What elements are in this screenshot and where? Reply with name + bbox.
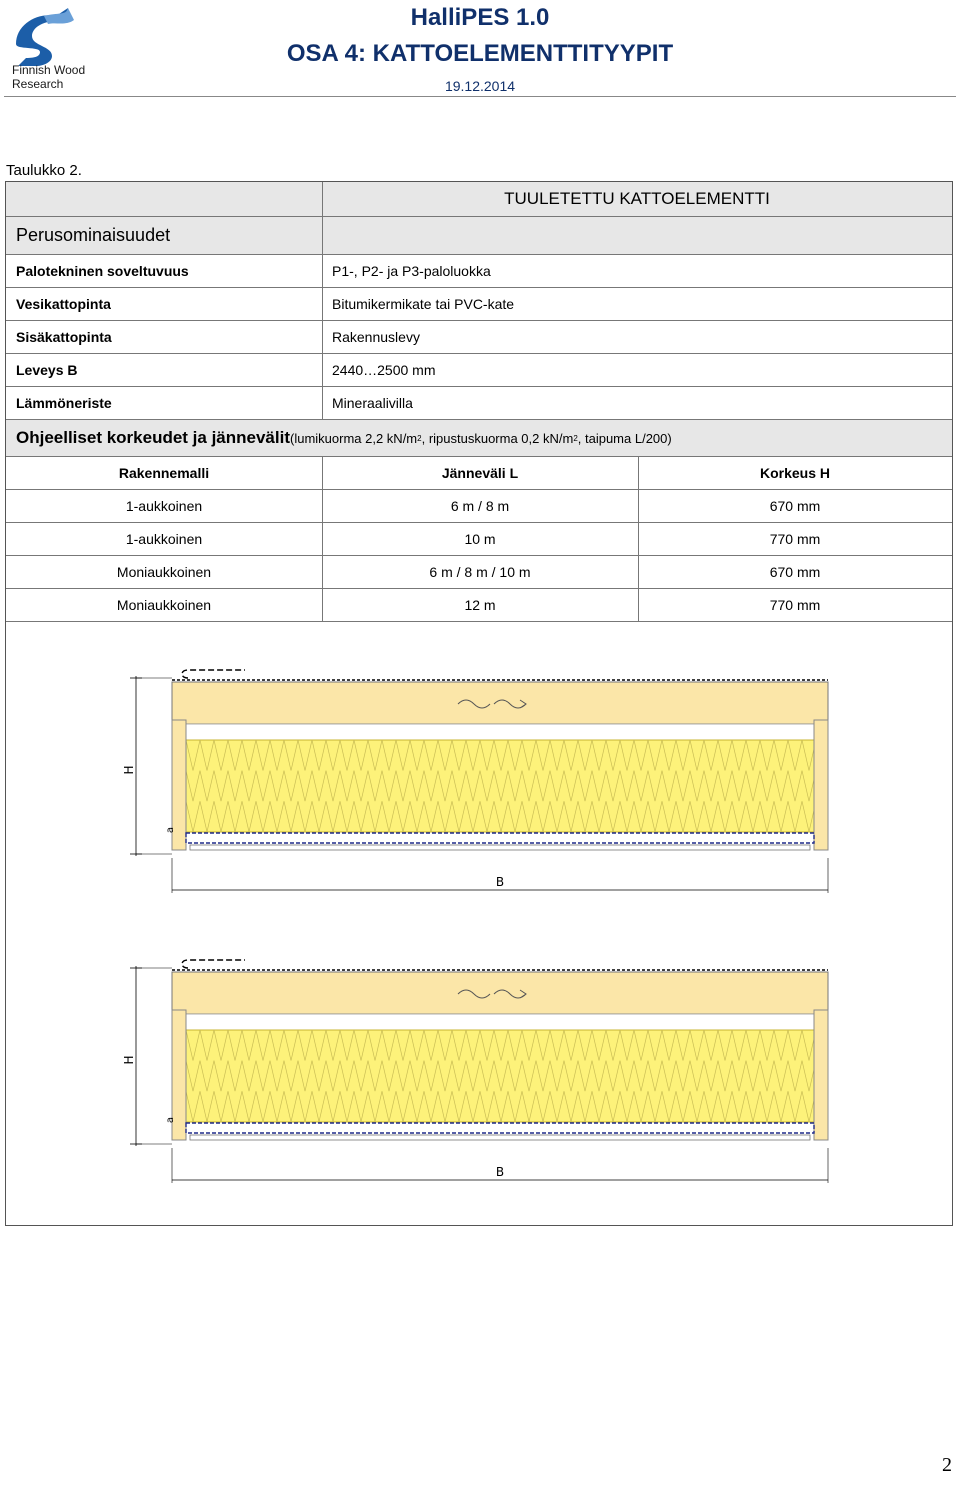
heights-conditions-sup2: 2 xyxy=(573,433,578,443)
dimension-label-a: a xyxy=(165,826,176,834)
heights-heading-cell xyxy=(16,420,672,456)
vapour-barrier xyxy=(186,833,814,843)
column-header: Rakennemalli xyxy=(118,465,210,481)
heights-conditions-part3: , taipuma L/200) xyxy=(577,430,672,446)
property-label: Leveys B xyxy=(16,362,78,378)
property-label: Lämmöneriste xyxy=(16,395,112,411)
heights-heading-row xyxy=(6,420,952,457)
table-cell: 670 mm xyxy=(769,498,821,514)
right-side-web xyxy=(814,720,828,850)
table-cell: 1-aukkoinen xyxy=(125,498,203,514)
table-row xyxy=(6,490,952,523)
property-value: Mineraalivilla xyxy=(332,395,413,411)
dimension-label-a: a xyxy=(165,1116,176,1124)
property-value: Rakennuslevy xyxy=(332,329,420,345)
heights-heading: Ohjeelliset korkeudet ja jännevälit xyxy=(16,428,290,447)
element-title: TUULETETTU KATTOELEMENTTI xyxy=(504,189,770,208)
property-label: Vesikattopinta xyxy=(16,296,111,312)
roof-membrane-lap xyxy=(182,670,245,678)
property-row xyxy=(6,387,952,420)
table-cell: 770 mm xyxy=(769,597,821,613)
column-header: Jänneväli L xyxy=(441,465,519,481)
property-label: Sisäkattopinta xyxy=(16,329,112,345)
table-cell: Moniaukkoinen xyxy=(116,597,212,613)
property-value: Bitumikermikate tai PVC-kate xyxy=(332,296,515,312)
ceiling-board xyxy=(190,845,810,850)
ceiling-board xyxy=(190,1135,810,1140)
roof-element-section-multi-span xyxy=(110,948,840,1183)
document-date: 19.12.2014 xyxy=(444,78,516,94)
dimension-label-b: B xyxy=(495,875,505,889)
basic-properties-heading: Perusominaisuudet xyxy=(16,225,171,245)
table-cell: 770 mm xyxy=(769,531,821,547)
title-blank-cell xyxy=(6,182,322,216)
vapour-barrier xyxy=(186,1123,814,1133)
table-row xyxy=(6,556,952,589)
top-deck-board xyxy=(172,972,828,1014)
logo-text-line1: Finnish Wood xyxy=(12,63,86,77)
column-header: Korkeus H xyxy=(759,465,831,481)
document-subtitle: OSA 4: KATTOELEMENTTITYYPIT xyxy=(286,40,674,67)
property-row xyxy=(6,255,952,288)
top-deck-board xyxy=(172,682,828,724)
table-cell: 6 m / 8 m / 10 m xyxy=(429,564,531,580)
element-title-row xyxy=(6,182,952,217)
property-row xyxy=(6,321,952,354)
property-value: P1-, P2- ja P3-paloluokka xyxy=(332,263,491,279)
property-value: 2440…2500 mm xyxy=(332,362,436,378)
roof-membrane-lap xyxy=(182,960,245,968)
table-cell: 1-aukkoinen xyxy=(125,531,203,547)
property-row xyxy=(6,354,952,387)
page-number: 2 xyxy=(942,1454,952,1476)
dimension-label-h: H xyxy=(122,765,136,775)
logo-text-line2: Research xyxy=(12,77,64,91)
ventilation-gap xyxy=(186,1014,814,1030)
table-row xyxy=(6,523,952,556)
ventilation-gap xyxy=(186,724,814,740)
table-header-row xyxy=(6,457,952,490)
table-cell: 6 m / 8 m xyxy=(450,498,510,514)
heights-conditions-part1: (lumikuorma 2,2 kN/m xyxy=(290,430,418,446)
table-cell: 12 m xyxy=(464,597,496,613)
dimension-label-b: B xyxy=(495,1165,505,1179)
table-cell: Moniaukkoinen xyxy=(116,564,212,580)
roof-element-section-single-span xyxy=(110,658,840,893)
heights-conditions-part2: , ripustuskuorma 0,2 kN/m xyxy=(421,430,574,446)
heights-conditions-sup1: 2 xyxy=(417,433,422,443)
right-side-web xyxy=(814,1010,828,1140)
table-caption: Taulukko 2. xyxy=(6,162,82,179)
property-row xyxy=(6,288,952,321)
table-cell: 670 mm xyxy=(769,564,821,580)
property-label: Palotekninen soveltuvuus xyxy=(16,263,189,279)
basic-properties-heading-row xyxy=(6,217,952,255)
dimension-label-h: H xyxy=(122,1055,136,1065)
document-title: HalliPES 1.0 xyxy=(410,4,550,31)
header-divider xyxy=(4,96,956,97)
table-cell: 10 m xyxy=(464,531,496,547)
table-row xyxy=(6,589,952,622)
